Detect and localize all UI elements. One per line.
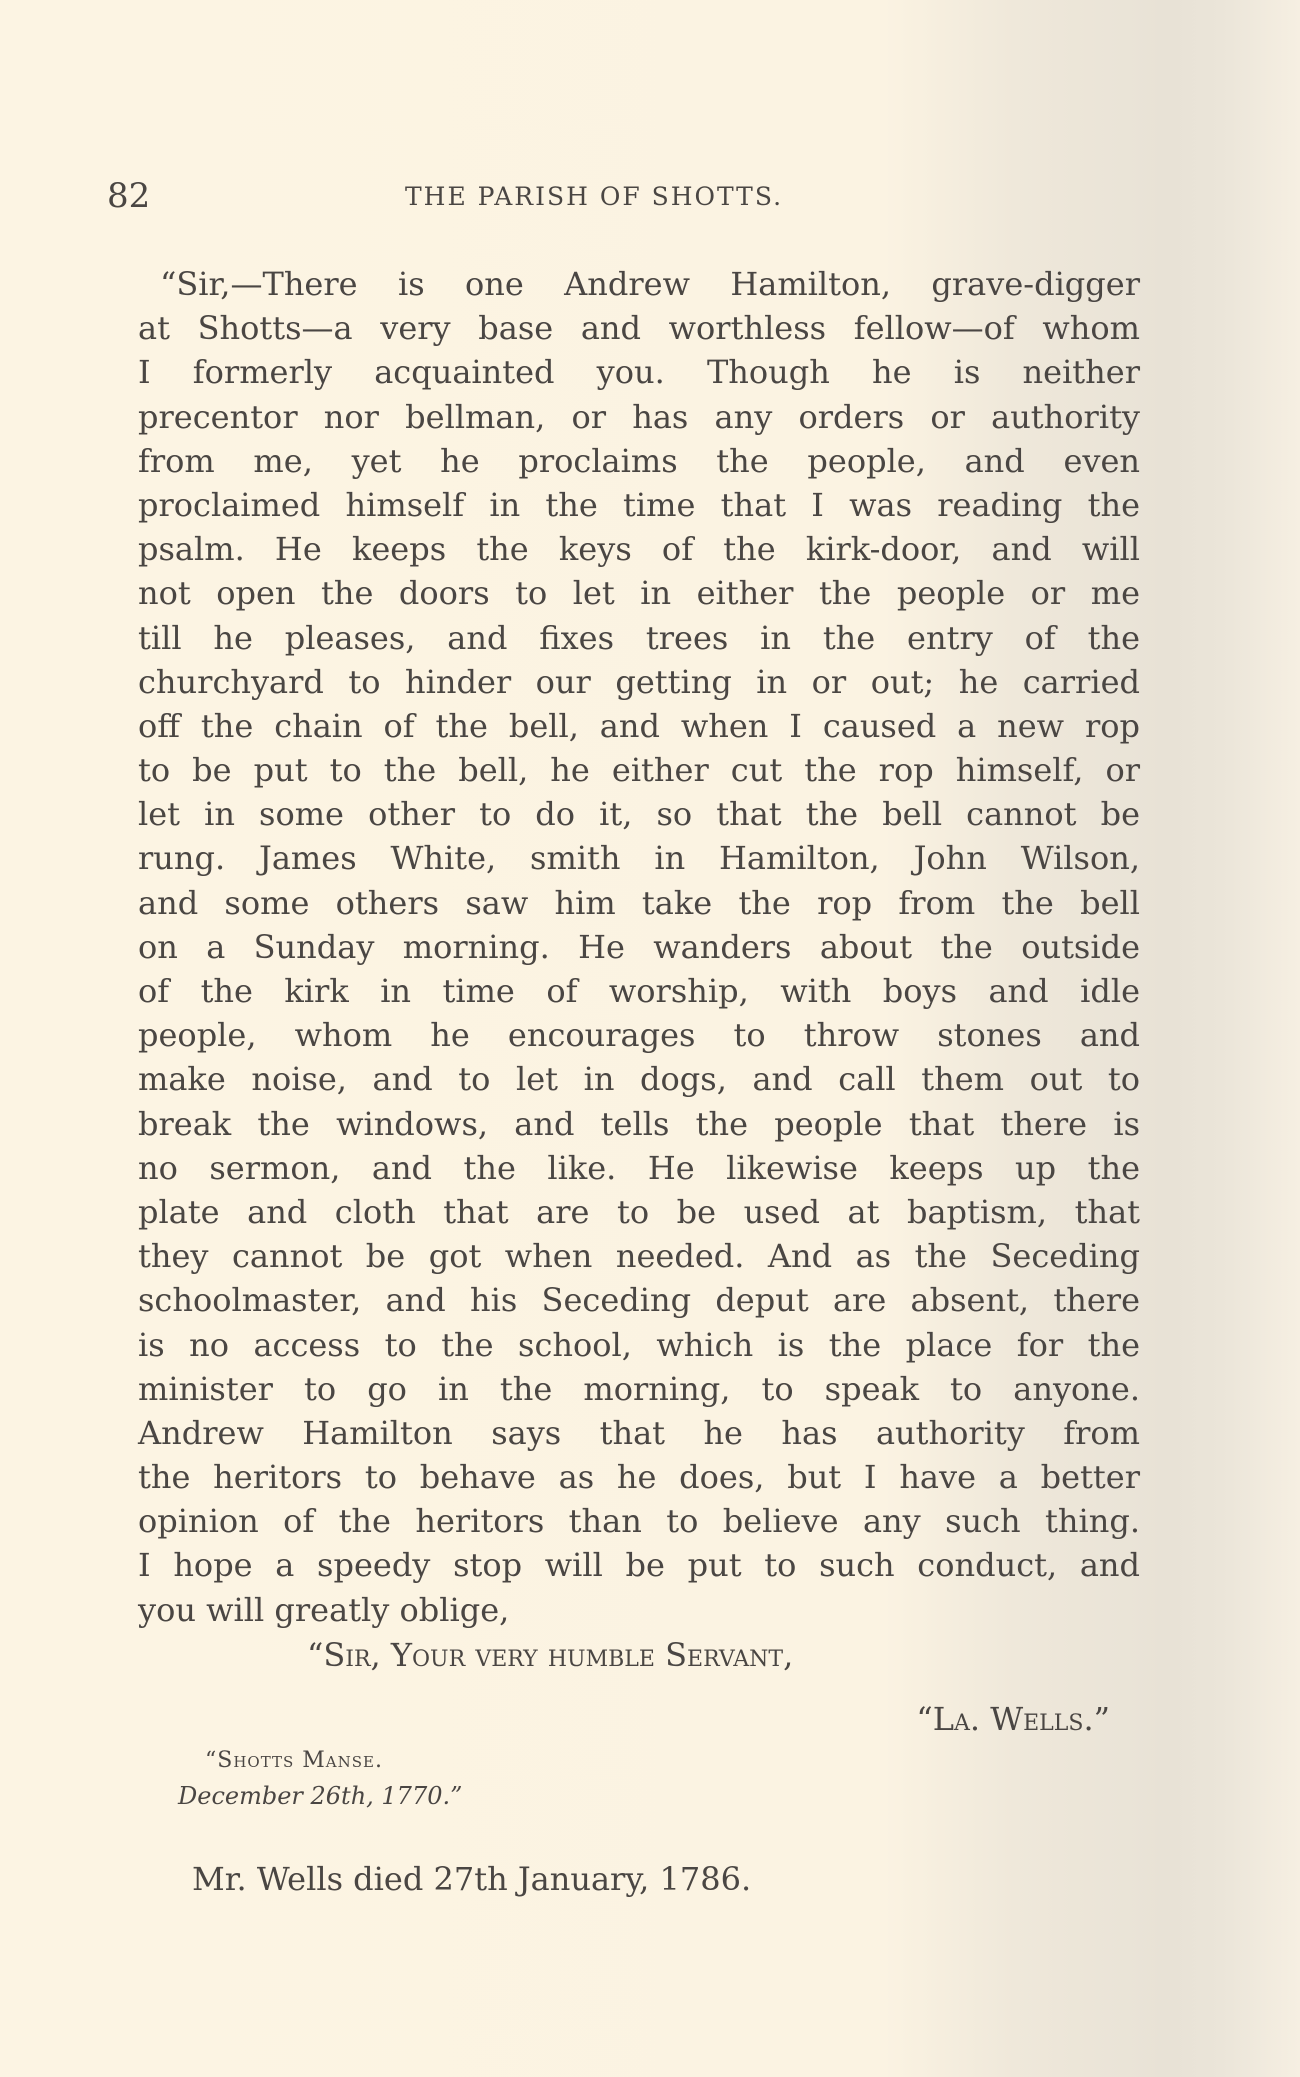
text-line: on a Sunday morning. He wanders about the outside (138, 927, 1140, 966)
letter-place: “Shotts Manse. (205, 1748, 383, 1773)
text-line: no sermon, and the like. He likewise keeps up the (138, 1148, 1140, 1187)
text-line: is no access to the school, which is the place for the (138, 1325, 1140, 1364)
text-line: break the windows, and tells the people that there is (138, 1104, 1140, 1143)
letter-date: December 26th, 1770.” (178, 1782, 463, 1810)
text-line: off the chain of the bell, and when I caused a new rop (138, 706, 1140, 745)
text-line: not open the doors to let in either the people or me (138, 574, 1140, 613)
text-line: psalm. He keeps the keys of the kirk-door, and will (138, 530, 1140, 569)
text-line: I hope a speedy stop will be put to such conduct, and (138, 1546, 1140, 1585)
text-line: they cannot be got when needed. And as the Seceding (138, 1237, 1140, 1276)
text-line: till he pleases, and fixes trees in the entry of the (138, 618, 1140, 657)
text-line: make noise, and to let in dogs, and call them out to (138, 1060, 1140, 1099)
text-line: Andrew Hamilton says that he has authority from (138, 1413, 1140, 1452)
letter-closing: “Sir, Your very humble Servant, (307, 1636, 794, 1674)
text-line: from me, yet he proclaims the people, and even (138, 441, 1140, 480)
text-line: and some others saw him take the rop from the bell (138, 883, 1140, 922)
text-line: opinion of the heritors than to believe any such thing. (138, 1502, 1140, 1541)
text-line: rung. James White, smith in Hamilton, John Wilson, (138, 839, 1140, 878)
text-line: people, whom he encourages to throw stones and (138, 1016, 1140, 1055)
text-line: precentor nor bellman, or has any orders or authority (138, 397, 1140, 436)
text-line: minister to go in the morning, to speak to anyone. (138, 1369, 1140, 1408)
text-line: at Shotts—a very base and worthless fellow—of whom (138, 309, 1140, 348)
page-number: 82 (107, 176, 151, 216)
running-title: THE PARISH OF SHOTTS. (405, 182, 784, 211)
text-line: you will greatly oblige, (138, 1590, 510, 1629)
text-line: of the kirk in time of worship, with boys and idle (138, 972, 1140, 1010)
text-line: the heritors to behave as he does, but I have a better (138, 1458, 1140, 1497)
text-line: proclaimed himself in the time that I was reading the (138, 485, 1140, 524)
text-line: “Sir,—There is one Andrew Hamilton, grave-digger (160, 265, 1140, 303)
text-line: I formerly acquainted you. Though he is neither (138, 353, 1140, 392)
text-line: to be put to the bell, he either cut the rop himself, or (138, 751, 1140, 790)
text-line: let in some other to do it, so that the bell cannot be (138, 795, 1140, 834)
footnote-death: Mr. Wells died 27th January, 1786. (192, 1860, 752, 1898)
text-line: schoolmaster, and his Seceding deput are absent, there (138, 1281, 1140, 1320)
letter-signature: “La. Wells.” (916, 1700, 1110, 1738)
text-line: plate and cloth that are to be used at baptism, that (138, 1192, 1140, 1231)
letter-body (138, 262, 1140, 1632)
text-line: churchyard to hinder our getting in or out; he carried (138, 662, 1140, 701)
